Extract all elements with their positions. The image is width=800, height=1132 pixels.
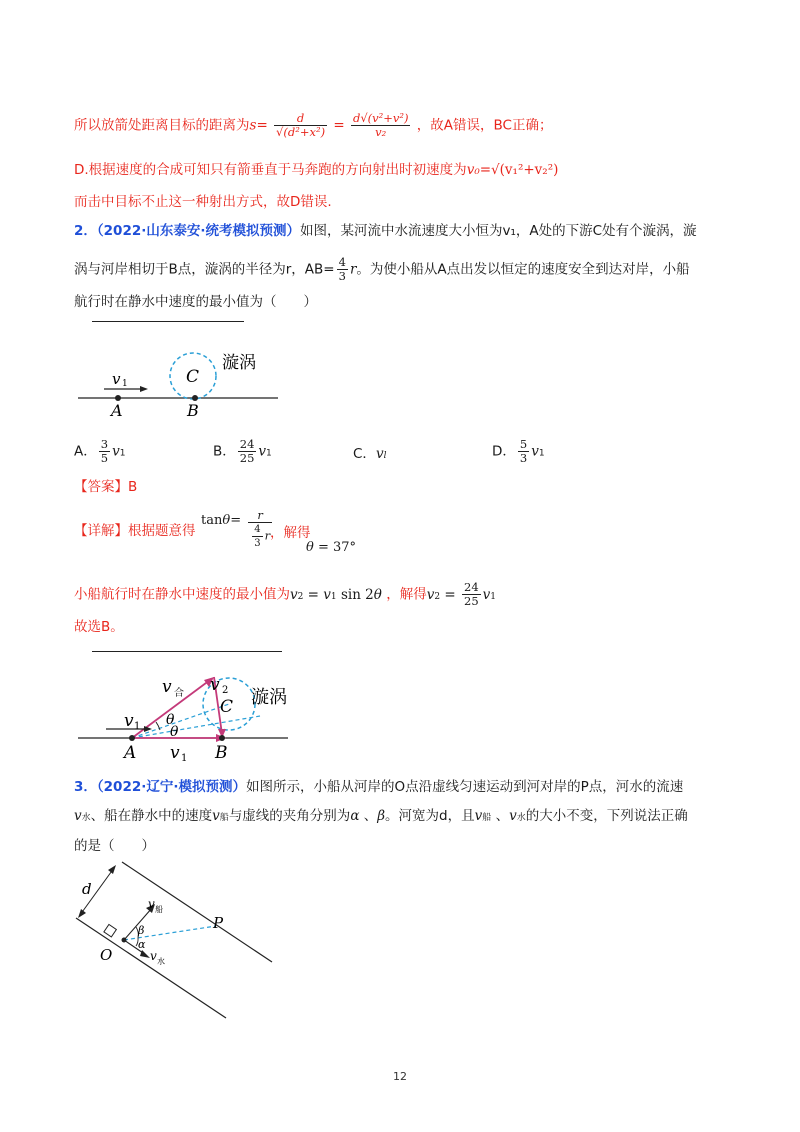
choice-a[interactable]: A． $\frac{3}{5}$ v1 [74,437,126,465]
label-v-he: v [162,677,172,697]
question-number: 3． [74,779,97,795]
divider-line [92,651,282,652]
label-o: O [100,946,113,964]
text-segment: 小船航行时在静水中速度的最小值为 [74,586,290,603]
question-source: （2022·辽宁·模拟预测） [96,779,246,795]
label-a: A [124,743,137,763]
text-segment: 。为使小船从A点出发以恒定的速度安全到达对岸，小船 [356,261,690,278]
question-3-line-2: v水、船在静水中的速度v船与虚线的夹角分别为α 、β。河宽为d，且v船 、v水的大小不变，下列说法正确 [74,808,688,824]
label-v1: v [124,711,134,731]
label-b: B [187,401,199,420]
formula-fraction: $\frac{\text{d√(v²+v²)}}{\text{v₂}}$ [352,111,409,139]
velocity-composition-figure [70,660,310,770]
label-v1-sub: 1 [134,721,141,732]
label-v1: v [112,370,121,388]
text-segment: 涡与河岸相切于B点，漩涡的半径为r，AB= [74,261,335,278]
text-segment: D.根据速度的合成可知只有箭垂直于马奔跑的方向射出时初速度为 [74,162,467,178]
answer-line: 【答案】B [74,479,138,495]
label-beta: β [138,924,145,937]
question-2-line-2: 涡与河岸相切于B点，漩涡的半径为r，AB= $\frac{4}{3}$ r。为使小船从A点出发以恒定的速度安全到达对岸，小船 [74,255,690,283]
label-v-he-sub: 合 [174,688,184,699]
text-line-conclusion-d: 而击中目标不止这一种射出方式，故D错误. [74,194,332,210]
text-line-distance: 所以放箭处距离目标的距离为s= $\frac{d}{\text{√(d²+x²)}}$ = $\frac{\text{d√(v²+v²)}}{\text{v₂}}$ ，故A错误，BC正确； [74,111,553,139]
label-c: C [220,697,234,717]
label-d: d [82,880,92,898]
question-source: （2022·山东泰安·统考模拟预测） [96,223,300,239]
text-line-option-d: D.根据速度的合成可知只有箭垂直于马奔跑的方向射出时初速度为v₀=√(v₁²+v₂²) [74,162,559,178]
choice-b[interactable]: B． $\frac{24}{25}$ v1 [213,437,272,465]
label-v-chuan-sub: 船 [155,905,163,914]
detail-formula: tanθ= r $\frac{4}{3}$ r [201,508,271,549]
min-speed-line: 小船航行时在静水中速度的最小值为v2 = v1 sin 2θ ，解得v2 = $\frac{24}{25}$ v1 [74,580,497,608]
label-theta: θ [166,712,175,728]
label-v-shui-sub: 水 [157,957,165,966]
text-segment: 、船在静水中的速度 [90,808,213,824]
text-segment: 如图，某河流中水流速度大小恒为v₁，A处的下游C处有个漩涡，漩 [300,223,697,239]
text-segment: 。河宽为d，且 [385,808,475,824]
page-number: 12 [393,1070,407,1083]
question-3-line-1 [74,777,683,797]
text-segment: ，故A错误，BC正确； [416,117,553,134]
label-vortex: 漩涡 [222,353,256,373]
theta-result: θ = 37° [306,540,357,555]
choice-d[interactable]: D． $\frac{5}{3}$ v1 [492,437,545,465]
label-c: C [186,367,200,387]
final-answer-line: 故选B。 [74,619,124,635]
choice-c[interactable]: C．vl [353,446,387,462]
detail-line [74,521,196,541]
text-segment: 与虚线的夹角分别为 [228,808,351,824]
label-vortex: 漩涡 [251,687,287,708]
label-a: A [111,401,123,420]
label-v1-sub: 1 [122,379,128,389]
label-theta: θ [170,724,179,740]
text-segment: 的大小不变，下列说法正确 [525,808,688,824]
label-v2: v [210,675,220,695]
label-v1-bottom-sub: 1 [181,753,188,764]
label-v1-bottom: v [170,743,180,763]
river-vortex-figure [70,340,290,420]
label-p: P [213,914,224,932]
label-alpha: α [138,938,146,951]
text-segment: 【详解】根据题意得 [74,523,196,539]
text-segment: ，解得 [386,586,427,603]
question-2-line-3: 航行时在静水中速度的最小值为（ ） [74,294,317,310]
label-v-chuan: v [148,897,155,911]
text-segment: 如图所示，小船从河岸的O点沿虚线匀速运动到河对岸的P点，河水的流速 [246,779,684,795]
river-crossing-figure [66,858,296,1028]
answer-blank-line [92,321,244,322]
question-2-line-1 [74,221,697,241]
text-segment: 所以放箭处距离目标的距离为 [74,117,250,134]
question-3-line-3: 的是（ ） [74,838,155,854]
formula-fraction: $\frac{d}{\text{√(d²+x²)}}$ [276,111,326,139]
text-segment: ，解得 [270,525,311,541]
question-number: 2． [74,223,97,239]
label-v-shui: v [150,949,157,963]
label-b: B [215,743,228,763]
label-v2-sub: 2 [222,685,229,696]
